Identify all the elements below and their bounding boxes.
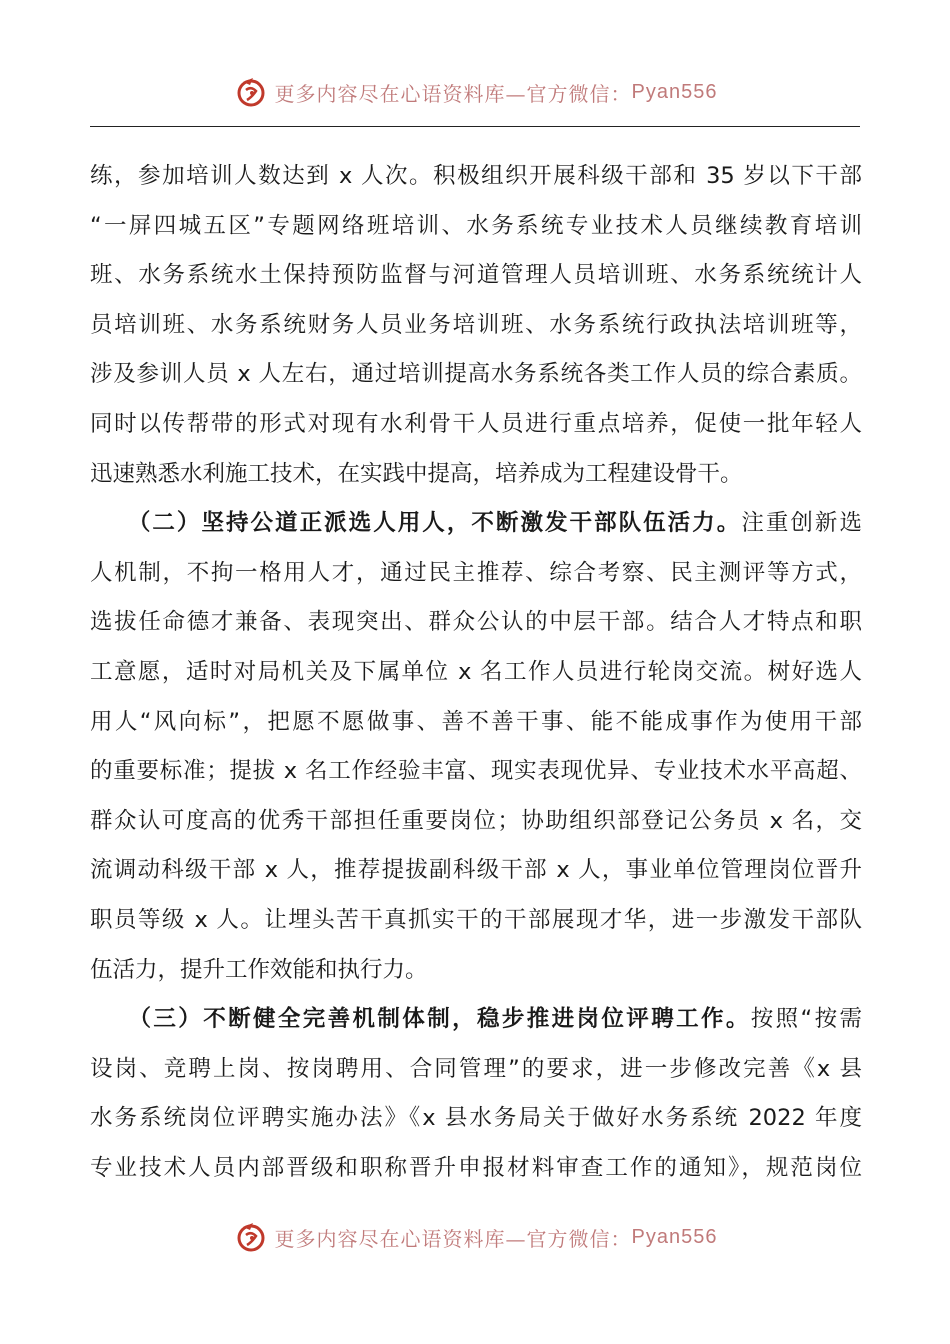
document-body (90, 152, 862, 1193)
banner-text: 更多内容尽在心语资料库—官方微信： (274, 1226, 632, 1251)
text-line: 设岗、竞聘上岗、按岗聘用、合同管理”的要求，进一步修改完善《x 县 (90, 1055, 862, 1082)
text-line: 涉及参训人员 x 人左右，通过培训提高水务系统各类工作人员的综合素质。 (90, 361, 862, 388)
paragraph-training (90, 152, 862, 499)
text-line: 迅速熟悉水利施工技术，在实践中提高，培养成为工程建设骨干。 (90, 460, 743, 487)
text-line: 人机制，不拘一格用人才，通过民主推荐、综合考察、民主测评等方式， (90, 559, 862, 586)
banner-text: 更多内容尽在心语资料库—官方微信： (274, 81, 632, 106)
text-line: 员培训班、水务系统财务人员业务培训班、水务系统行政执法培训班等， (90, 311, 862, 338)
text-line: 工意愿，适时对局机关及下属单位 x 名工作人员进行轮岗交流。树好选人 (90, 658, 862, 685)
header-divider (90, 126, 860, 127)
banner-brand: Pyan556 (631, 80, 718, 103)
text-line: 群众认可度高的优秀干部担任重要岗位；协助组织部登记公务员 x 名，交 (90, 807, 862, 834)
text-line: 伍活力，提升工作效能和执行力。 (90, 956, 428, 983)
text-line: 练，参加培训人数达到 x 人次。积极组织开展科级干部和 35 岁以下干部 (90, 163, 862, 189)
text-line: 用人“风向标”，把愿不愿做事、善不善干事、能不能成事作为使用干部 (90, 708, 862, 735)
header-watermark-banner (0, 72, 950, 112)
paragraph-evaluation (90, 995, 862, 1193)
paragraph-selection (90, 499, 862, 995)
text-line-first (90, 995, 862, 1045)
brand-logo-icon (233, 1219, 269, 1255)
text-segment: 注重创新选 (741, 510, 862, 537)
text-segment: 按照“按需 (750, 1006, 862, 1033)
banner-brand: Pyan556 (631, 1225, 718, 1248)
text-line: 流调动科级干部 x 人，推荐提拔副科级干部 x 人，事业单位管理岗位晋升 (90, 857, 862, 884)
text-line: 专业技术人员内部晋级和职称晋升申报材料审查工作的通知》，规范岗位 (90, 1154, 862, 1181)
text-line: 选拔任命德才兼备、表现突出、群众公认的中层干部。结合人才特点和职 (90, 609, 862, 636)
text-line: 班、水务系统水土保持预防监督与河道管理人员培训班、水务系统统计人 (90, 262, 862, 289)
text-line: 的重要标准；提拔 x 名工作经验丰富、现实表现优异、专业技术水平高超、 (90, 758, 862, 785)
text-line-first (90, 499, 862, 549)
text-line: 同时以传帮带的形式对现有水利骨干人员进行重点培养，促使一批年轻人 (90, 410, 862, 437)
text-line: 水务系统岗位评聘实施办法》《x 县水务局关于做好水务系统 2022 年度 (90, 1105, 862, 1132)
brand-logo-icon (233, 74, 269, 110)
footer-watermark-banner (0, 1217, 950, 1257)
section-heading-2: （二）坚持公道正派选人用人，不断激发干部队伍活力。 (139, 510, 742, 537)
text-line: “一屏四城五区”专题网络班培训、水务系统专业技术人员继续教育培训 (90, 212, 862, 239)
text-line: 职员等级 x 人。让埋头苦干真抓实干的干部展现才华，进一步激发干部队 (90, 906, 862, 933)
section-heading-3: （三）不断健全完善机制体制，稳步推进岗位评聘工作。 (139, 1006, 751, 1033)
